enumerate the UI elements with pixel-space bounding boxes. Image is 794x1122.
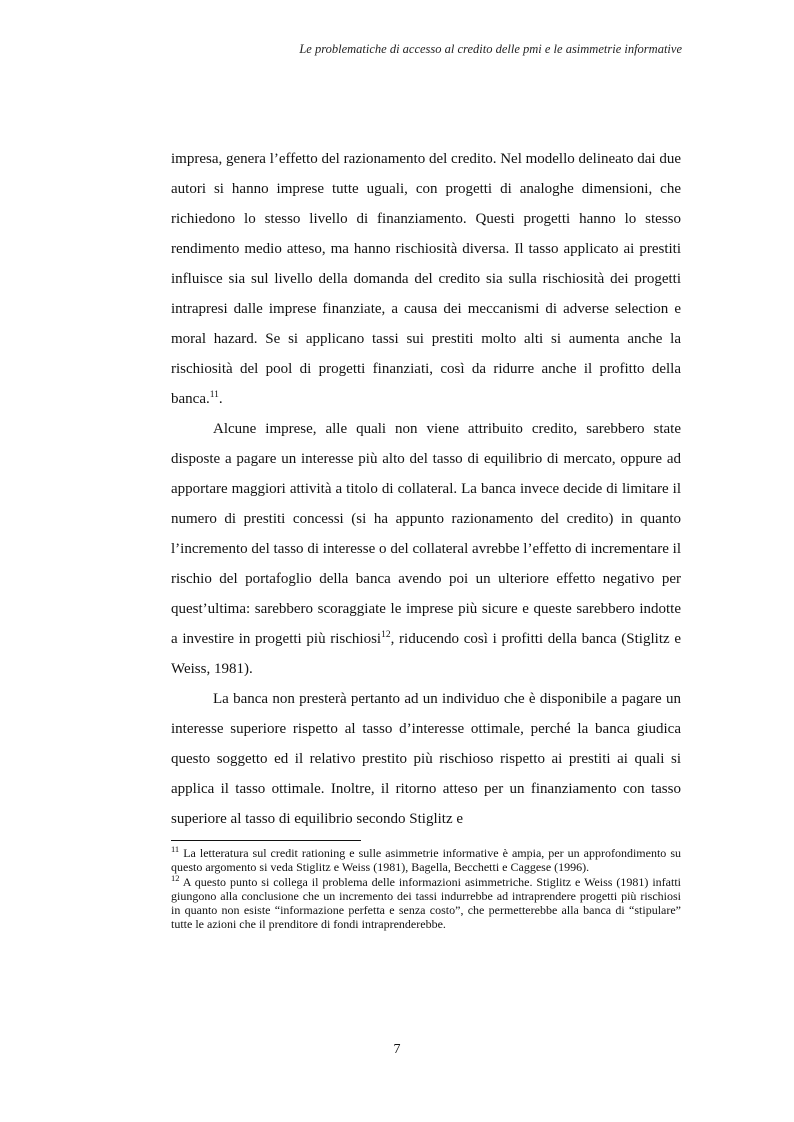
paragraph-text-continued: , riducendo così i profitti della banca (Stiglitz e Weiss, 1981). bbox=[171, 631, 681, 677]
paragraph-text: Alcune imprese, alle quali non viene attribuito credito, sarebbero state disposte a pagare un interesse più alto del tasso di equilibrio di mercato, oppure ad apportare maggiori attività a titolo di collateral. La banca invece decide di limitare il numero di prestiti concessi (si ha appunto razionamento del credito) in quanto l’incremento del tasso di interesse o del collateral avrebbe l’effetto di incrementare il rischio del portafoglio della banca avendo poi un ulteriore effetto negativo per quest’ultima: sarebbero scoraggiate le imprese più sicure e queste sarebbero indotte a investire in progetti più rischiosi bbox=[171, 421, 681, 647]
paragraph-tail: . bbox=[218, 391, 223, 407]
footnotes bbox=[171, 846, 681, 932]
paragraph-text: La banca non presterà pertanto ad un individuo che è disponibile a pagare un interesse superiore rispetto al tasso d’interesse ottimale, perché la banca giudica questo soggetto ed il relativo prestito più rischioso rispetto ai prestiti ai quali si applica il tasso ottimale. Inoltre, il ritorno atteso per un finanziamento con tasso superiore al tasso di equilibrio secondo Stiglitz e bbox=[171, 691, 681, 827]
footnote-12 bbox=[171, 872, 681, 932]
running-header: Le problematiche di accesso al credito delle pmi e le asimmetrie informative bbox=[299, 42, 682, 56]
paragraph-text: impresa, genera l’effetto del razionamento del credito. Nel modello delineato dai due autori si hanno imprese tutte uguali, con progetti di analoghe dimensioni, che richiedono lo stesso livello di finanziamento. Questi progetti hanno lo stesso rendimento medio atteso, ma hanno rischiosità diversa. Il tasso applicato ai prestiti influisce sia sul livello della domanda del credito sia sulla rischiosità dei progetti intrapresi dalle imprese finanziate, a causa dei meccanismi di adverse selection e moral hazard. Se si applicano tassi sui prestiti molto alti si aumenta anche la rischiosità del pool di progetti finanziati, così da ridurre anche il profitto della banca. bbox=[171, 151, 681, 407]
footnote-ref-12[interactable]: 12 bbox=[381, 630, 391, 640]
footnote-divider bbox=[171, 840, 361, 841]
footnote-number: 12 bbox=[171, 872, 180, 883]
body-text bbox=[171, 144, 681, 834]
footnote-text: A questo punto si collega il problema delle informazioni asimmetriche. Stiglitz e Weiss (1981) infatti giungono alla conclusione che un incremento dei tassi indurrebbe ad intraprendere progetti più rischiosi in quanto non esiste “informazione perfetta e senza costo”, che permetterebbe alla banca di “stipulare” tutte le azioni che il prenditore di fondi intraprenderebbe. bbox=[171, 874, 681, 932]
footnote-ref-11[interactable]: 11 bbox=[209, 390, 219, 400]
page-number: 7 bbox=[393, 1042, 401, 1057]
footnote-text: La letteratura sul credit rationing e sulle asimmetrie informative è ampia, per un approfondimento su questo argomento si veda Stiglitz e Weiss (1981), Bagella, Becchetti e Caggese (1996). bbox=[171, 846, 681, 875]
paragraph-2 bbox=[171, 414, 681, 684]
paragraph-3 bbox=[171, 684, 681, 834]
footnote-11 bbox=[171, 846, 681, 875]
paragraph-1 bbox=[171, 144, 681, 414]
footnote-number: 11 bbox=[171, 844, 180, 854]
